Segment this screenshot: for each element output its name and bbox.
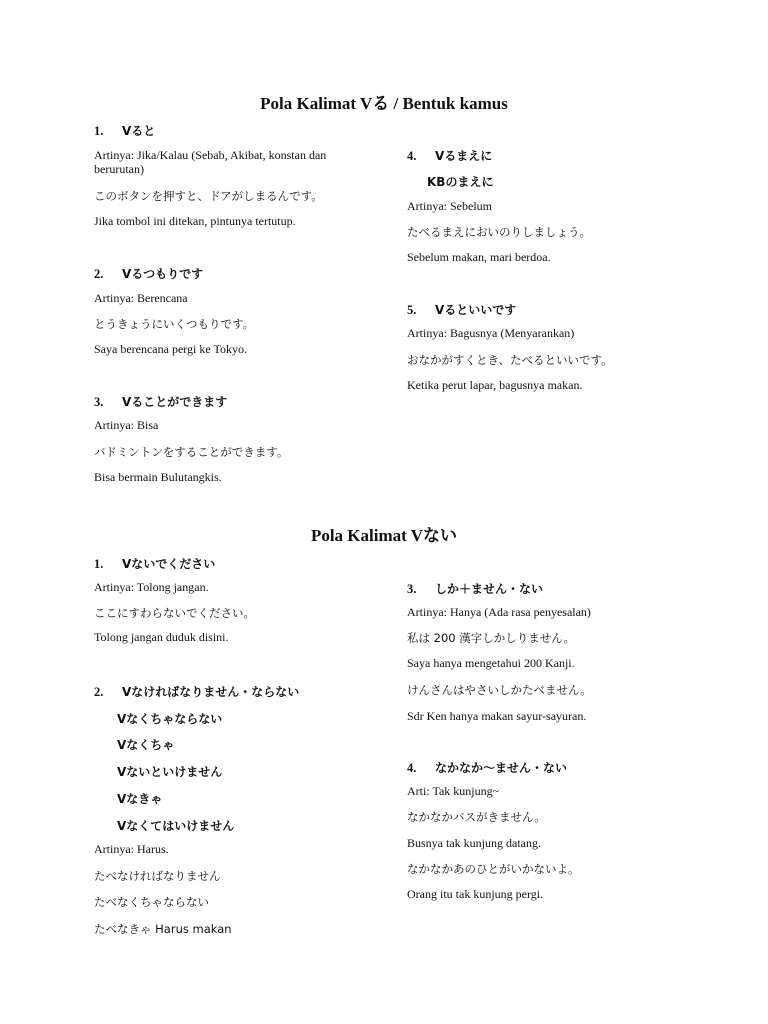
s2-item4-pattern: なかなか～ません・ない: [435, 761, 568, 775]
s2-item4-meaning: Arti: Tak kunjung~: [407, 784, 500, 798]
s2-item3-line-1: 私は 200 漢字しかしりません。: [407, 631, 575, 645]
s2-item2-sub-3: Vないといけません: [117, 765, 223, 779]
s1-item2-example-jp: とうきょうにいくつもりです。: [94, 317, 255, 331]
s1-item4-example-jp: たべるまえにおいのりしましょう。: [407, 225, 591, 239]
s1-item2-num: 2.: [94, 267, 104, 281]
s2-item2-pattern: Vなければなりません・ならない: [122, 685, 300, 699]
s2-item3-line-3: けんさんはやさいしかたべません。: [407, 683, 592, 697]
s2-item2-sub-2: Vなくちゃ: [117, 738, 175, 752]
s2-item1-num: 1.: [94, 557, 104, 571]
s2-item1-heading: [94, 555, 215, 572]
s1-item5-example-id: Ketika perut lapar, bagusnya makan.: [407, 378, 583, 392]
s1-item2-heading: [94, 265, 203, 282]
s2-item1-example-id: Tolong jangan duduk disini.: [94, 630, 229, 644]
s2-item4-line-4: Orang itu tak kunjung pergi.: [407, 887, 544, 901]
s1-item3-pattern: Vることができます: [122, 395, 228, 409]
s2-item4-line-1: なかなかバスがきません。: [407, 810, 546, 824]
s2-item3-pattern: しか＋ません・ない: [435, 582, 544, 596]
s2-item3-line-4: Sdr Ken hanya makan sayur-sayuran.: [407, 709, 587, 723]
s2-item2-num: 2.: [94, 685, 104, 699]
s1-item5-meaning: Artinya: Bagusnya (Menyarankan): [407, 326, 575, 340]
s1-item1-pattern: Vると: [122, 124, 156, 138]
s1-item5-example-jp: おなかがすくとき、たべるといいです。: [407, 353, 613, 367]
s1-item3-example-id: Bisa bermain Bulutangkis.: [94, 470, 222, 484]
s1-item4-heading: [407, 147, 492, 164]
s2-item2-example-2: たべなくちゃならない: [94, 895, 209, 909]
s1-item2-pattern: Vるつもりです: [122, 267, 204, 281]
s2-item1-example-jp: ここにすわらないでください。: [94, 606, 255, 620]
s2-item2-example-1: たべなければなりません: [94, 869, 221, 883]
s2-item1-meaning: Artinya: Tolong jangan.: [94, 580, 209, 594]
s2-item2-meaning: Artinya: Harus.: [94, 842, 169, 856]
s2-item4-line-2: Busnya tak kunjung datang.: [407, 836, 541, 850]
s2-item2-sub-5: Vなくてはいけません: [117, 819, 235, 833]
s1-item4-sub: KBのまえに: [427, 175, 494, 189]
s2-item3-line-2: Saya hanya mengetahui 200 Kanji.: [407, 656, 575, 670]
s1-item3-example-jp: バドミントンをすることができます。: [94, 445, 289, 459]
section2-title: Pola Kalimat Vない: [310, 526, 458, 545]
s1-item2-meaning: Artinya: Berencana: [94, 291, 188, 305]
s2-item4-heading: [407, 759, 567, 776]
s1-item4-pattern: Vるまえに: [435, 149, 493, 163]
s2-item3-num: 3.: [407, 582, 417, 596]
s1-item1-meaning: Artinya: Jika/Kalau (Sebab, Akibat, konstan dan berurutan): [94, 148, 327, 176]
s1-item4-example-id: Sebelum makan, mari berdoa.: [407, 250, 551, 264]
s1-item1-heading: [94, 122, 155, 139]
s2-item2-sub-1: Vなくちゃならない: [117, 712, 223, 726]
s2-item2-sub-4: Vなきゃ: [117, 792, 163, 806]
s1-item3-num: 3.: [94, 395, 104, 409]
s2-item3-heading: [407, 580, 543, 597]
s2-item4-num: 4.: [407, 761, 417, 775]
s2-item2-heading: [94, 683, 299, 700]
s1-item2-example-id: Saya berencana pergi ke Tokyo.: [94, 342, 247, 356]
s1-item4-meaning: Artinya: Sebelum: [407, 199, 492, 213]
s2-item3-meaning: Artinya: Hanya (Ada rasa penyesalan): [407, 605, 591, 619]
s1-item1-example-id: Jika tombol ini ditekan, pintunya tertutup.: [94, 214, 296, 228]
s2-item1-pattern: Vないでください: [122, 557, 216, 571]
section1-title: Pola Kalimat Vる / Bentuk kamus: [260, 94, 508, 113]
s1-item1-example-jp: このボタンを押すと、ドアがしまるんです。: [94, 189, 323, 203]
s1-item3-meaning: Artinya: Bisa: [94, 418, 159, 432]
s1-item5-num: 5.: [407, 303, 417, 317]
s1-item1-num: 1.: [94, 124, 104, 138]
s2-item4-line-3: なかなかあのひとがいかないよ。: [407, 862, 580, 876]
s1-item5-pattern: Vるといいです: [435, 303, 517, 317]
s2-item2-example-3: たべなきゃ Harus makan: [94, 922, 232, 936]
s1-item5-heading: [407, 301, 516, 318]
s1-item3-heading: [94, 393, 227, 410]
s1-item4-num: 4.: [407, 149, 417, 163]
